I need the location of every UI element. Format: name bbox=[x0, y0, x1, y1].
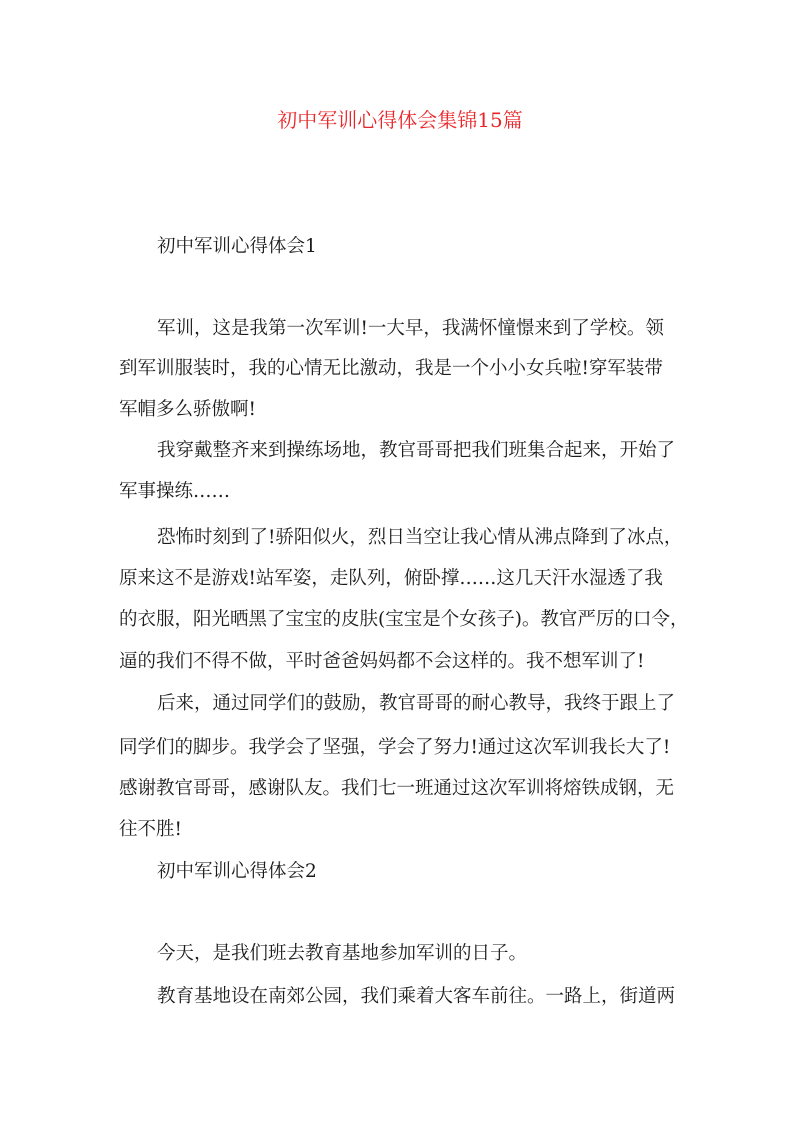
paragraph-line: 原来这不是游戏!站军姿，走队列，俯卧撑……这几天汗水湿透了我 bbox=[119, 568, 663, 589]
paragraph-line: 同学们的脚步。我学会了坚强，学会了努力!通过这次军训我长大了! bbox=[119, 737, 671, 758]
paragraph-line: 逼的我们不得不做，平时爸爸妈妈都不会这样的。我不想军训了! bbox=[119, 651, 645, 672]
paragraph-line: 往不胜! bbox=[119, 819, 182, 840]
paragraph-line: 我穿戴整齐来到操练场地，教官哥哥把我们班集合起来，开始了 bbox=[157, 440, 676, 461]
paragraph-line: 恐怖时刻到了!骄阳似火，烈日当空让我心情从沸点降到了冰点， bbox=[157, 527, 683, 548]
paragraph-line: 到军训服装时，我的心情无比激动，我是一个小小女兵啦!穿军装带 bbox=[119, 358, 663, 379]
paragraph-line: 军训，这是我第一次军训!一大早，我满怀憧憬来到了学校。领 bbox=[157, 318, 664, 339]
paragraph-line: 感谢教官哥哥，感谢队友。我们七一班通过这次军训将熔铁成钢，无 bbox=[119, 778, 675, 799]
section-heading: 初中军训心得体会1 bbox=[157, 236, 317, 257]
paragraph-line: 教育基地设在南郊公园，我们乘着大客车前往。一路上，街道两 bbox=[157, 986, 676, 1007]
paragraph-line: 今天，是我们班去教育基地参加军训的日子。 bbox=[157, 943, 528, 964]
paragraph-line: 军帽多么骄傲啊! bbox=[119, 399, 256, 420]
document-title: 初中军训心得体会集锦15篇 bbox=[277, 108, 523, 132]
paragraph-line: 军事操练…… bbox=[119, 481, 231, 502]
paragraph-line: 后来，通过同学们的鼓励，教官哥哥的耐心教导，我终于跟上了 bbox=[157, 693, 676, 714]
paragraph-line: 的衣服，阳光晒黑了宝宝的皮肤(宝宝是个女孩子)。教官严厉的口令， bbox=[119, 609, 689, 630]
section-heading: 初中军训心得体会2 bbox=[157, 861, 317, 882]
